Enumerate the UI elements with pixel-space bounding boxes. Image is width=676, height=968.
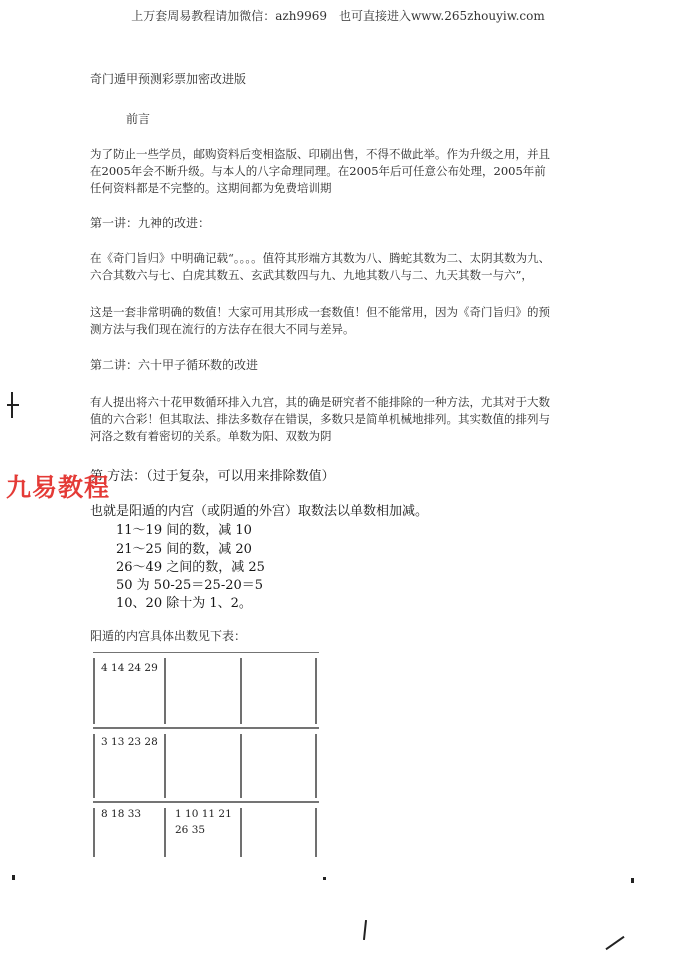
rule-item: 26～49 之间的数，减 25 bbox=[116, 560, 265, 575]
lecture2-line: 有人提出将六十花甲数循环排入九宫，其的确是研究者不能排除的一种方法，尤其对于大数 bbox=[90, 395, 550, 409]
number-table bbox=[93, 652, 319, 868]
preface-line: 任何资料都是不完整的。这期间都为免费培训期 bbox=[90, 181, 332, 195]
lecture2-paragraph bbox=[90, 394, 590, 445]
table-grid bbox=[93, 652, 319, 868]
preface-paragraph bbox=[90, 146, 590, 197]
scan-mark bbox=[605, 936, 624, 950]
lecture2-line: 河洛之数有着密切的关系。单数为阳、双数为阴 bbox=[90, 429, 332, 443]
quote-paragraph bbox=[90, 250, 590, 284]
document-title: 奇门遁甲预测彩票加密改进版 bbox=[90, 72, 247, 86]
note-line: 测方法与我们现在流行的方法存在很大不同与差异。 bbox=[90, 322, 355, 336]
quote-line: 在《奇门旨归》中明确记载“。。。。值符其形端方其数为八、腾蛇其数为二、太阴其数为九、 bbox=[90, 251, 551, 265]
preface-line: 在2005年会不断升级。与本人的八字命理同理。在2005年后可任意公布处理，2005年前 bbox=[90, 164, 546, 178]
scan-mark bbox=[363, 920, 367, 940]
table-cell: 1 10 11 21 bbox=[175, 808, 232, 820]
table-cell: 8 18 33 bbox=[101, 808, 142, 820]
preface-heading: 前言 bbox=[126, 112, 151, 126]
preface-line: 为了防止一些学员，邮购资料后变相盗版、印刷出售，不得不做此举。作为升级之用，并且 bbox=[90, 147, 550, 161]
note-paragraph bbox=[90, 304, 590, 338]
method-intro: 也就是阳遁的内宫（或阴遁的外宫）取数法以单数相加减。 bbox=[90, 504, 429, 519]
rule-item: 50 为 50-25＝25-20＝5 bbox=[116, 578, 264, 593]
scan-mark bbox=[631, 878, 634, 883]
watermark-logo: 九易教程 bbox=[6, 473, 111, 502]
table-cell: 26 35 bbox=[175, 824, 206, 836]
lecture2-heading: 第二讲：六十甲子循环数的改进 bbox=[90, 358, 259, 372]
scan-mark bbox=[7, 404, 19, 406]
rule-item: 11～19 间的数，减 10 bbox=[116, 523, 252, 538]
rule-item: 21～25 间的数，减 20 bbox=[116, 542, 252, 557]
quote-line: 六合其数六与七、白虎其数五、玄武其数四与九、九地其数八与二、九天其数一与六”， bbox=[90, 268, 533, 282]
scan-mark bbox=[12, 875, 15, 880]
method-heading: 第 方法：（过于复杂，可以用来排除数值） bbox=[90, 469, 335, 484]
note-line: 这是一套非常明确的数值！大家可用其形成一套数值！但不能常用，因为《奇门旨归》的预 bbox=[90, 305, 550, 319]
table-cell: 4 14 24 29 bbox=[101, 662, 158, 674]
page-header: 上万套周易教程请加微信：azh9969 也可直接进入www.265zhouyiw.com bbox=[131, 9, 545, 23]
table-cell: 3 13 23 28 bbox=[101, 736, 158, 748]
table-caption: 阳遁的内宫具体出数见下表： bbox=[90, 629, 247, 643]
rule-item: 10、20 除十为 1、2。 bbox=[116, 596, 252, 611]
lecture2-line: 值的六合彩！但其取法、排法多数存在错误，多数只是简单机械地排列。其实数值的排列与 bbox=[90, 412, 550, 426]
scan-mark bbox=[323, 877, 326, 880]
lecture1-heading: 第一讲：九神的改进： bbox=[90, 216, 211, 230]
